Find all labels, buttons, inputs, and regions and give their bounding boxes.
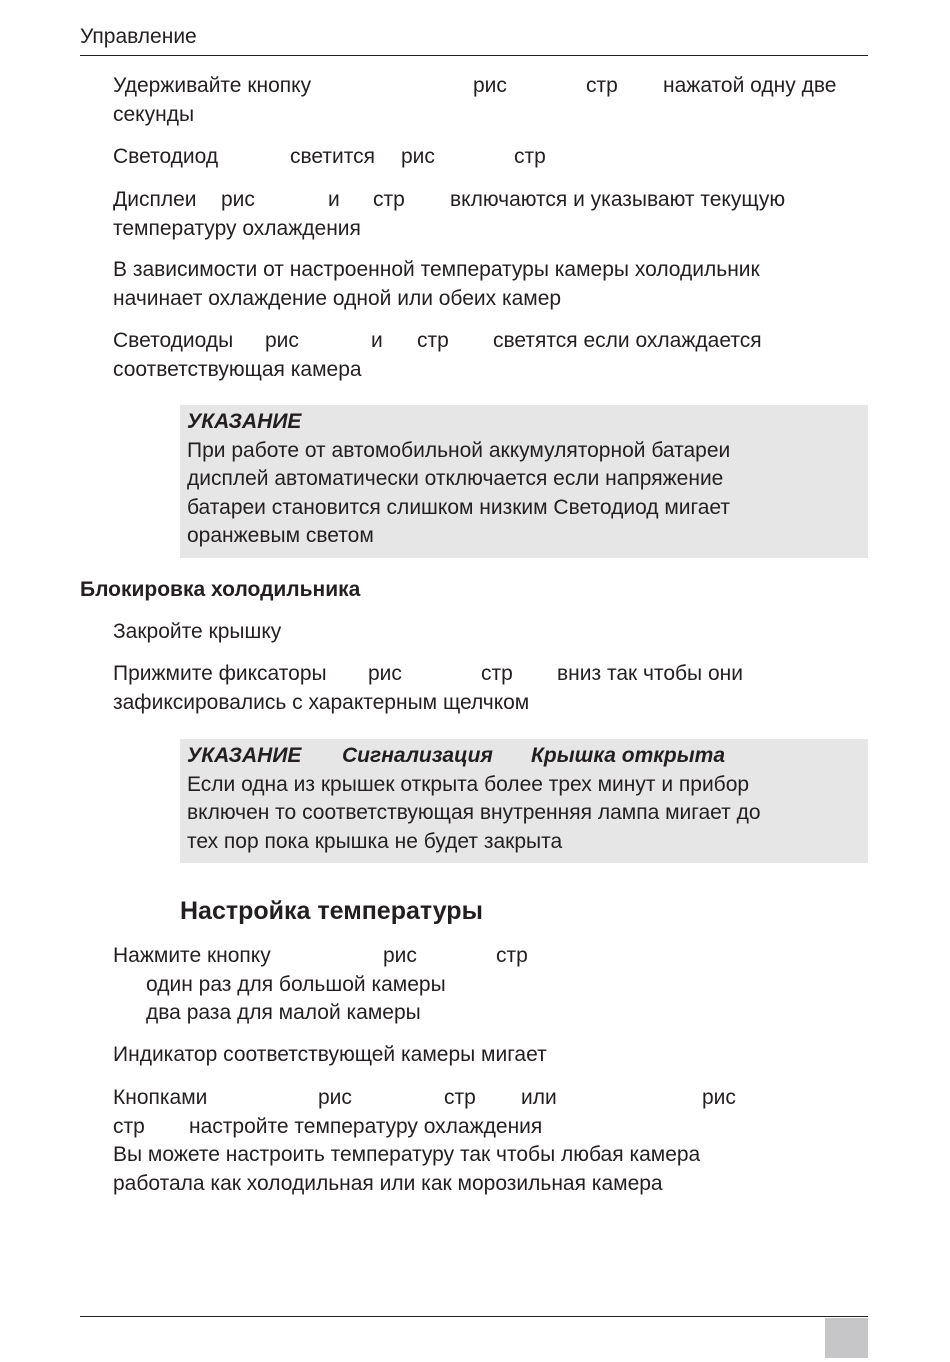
note-title: УКАЗАНИЕ (187, 410, 302, 433)
step-5 (113, 327, 863, 384)
text-segment: стр (444, 1086, 476, 1109)
text-segment: Индикатор соответствующей камеры мигает (113, 1043, 547, 1066)
text-segment: Закройте крышку (113, 620, 282, 643)
text-segment: Прижмите фиксаторы (113, 662, 327, 685)
text-segment: рис (368, 662, 402, 685)
note-line: батареи становится слишком низким Светодиод мигает (187, 495, 731, 519)
text-segment: и (371, 329, 383, 352)
text-segment: рис (318, 1086, 352, 1109)
text-line (113, 285, 863, 314)
text-line (113, 101, 863, 130)
text-segment: стр (113, 1114, 145, 1138)
text-segment: рис (265, 329, 299, 352)
note-line: При работе от автомобильной аккумуляторной батареи (187, 438, 731, 462)
text-segment: светится (290, 145, 376, 168)
text-segment: работала как холодильная или как морозильная камера (113, 1171, 663, 1195)
text-line (113, 618, 863, 647)
text-segment: Вы можете настроить температуру так чтобы любая камера (113, 1143, 701, 1166)
text-line (113, 689, 863, 718)
text-segment: Кнопками (113, 1086, 208, 1109)
text-segment: Нажмите кнопку (113, 944, 271, 967)
text-line (113, 971, 863, 1000)
note-title-part: Крышка открыта (531, 744, 726, 767)
note-box-battery (180, 405, 868, 558)
text-segment: стр (417, 329, 449, 352)
text-line (113, 143, 863, 172)
text-line (113, 999, 863, 1028)
text-segment: один раз для большой камеры (146, 972, 446, 996)
text-segment: включаются и указывают текущую (450, 188, 786, 211)
note-title-lid-alarm (187, 742, 868, 771)
note-line: тех пор пока крышка не будет закрыта (187, 829, 563, 853)
step-3 (113, 186, 863, 243)
text-segment: секунды (113, 102, 195, 126)
text-segment: рис (401, 145, 435, 168)
text-segment: вниз так чтобы они (557, 662, 743, 685)
text-segment: стр (514, 145, 546, 168)
text-segment: Светодиод (113, 145, 219, 168)
text-segment: или (521, 1086, 557, 1109)
text-segment: настройте температуру охлаждения (189, 1114, 543, 1138)
note-line: оранжевым светом (187, 524, 374, 547)
text-line (113, 942, 863, 971)
note-title-part: Сигнализация (342, 744, 493, 767)
step-2 (113, 143, 863, 172)
text-segment: светятся если охлаждается (493, 329, 762, 352)
note-text-lid-alarm (187, 771, 868, 857)
note-line: включен то соответствующая внутренняя лампа мигает до (187, 801, 761, 824)
text-segment: стр (481, 662, 513, 685)
text-segment: и (328, 188, 340, 211)
text-line (113, 256, 863, 285)
text-line (113, 72, 863, 101)
subheading-lock: Блокировка холодильника (80, 578, 361, 601)
text-segment: температуру охлаждения (113, 216, 361, 240)
text-segment: рис (221, 188, 255, 211)
text-segment: Дисплеи (113, 188, 197, 211)
text-segment: нажатой одну две (663, 74, 837, 97)
lock-step-1 (113, 618, 863, 647)
step-4 (113, 256, 863, 313)
text-line (113, 186, 863, 215)
text-segment: рис (383, 944, 417, 967)
page-tab-marker (825, 1318, 868, 1358)
text-segment: Удерживайте кнопку (113, 74, 312, 97)
text-line (113, 1170, 863, 1199)
temp-step-2 (113, 1041, 863, 1070)
text-segment: два раза для малой камеры (146, 1001, 421, 1024)
note-text-battery (187, 437, 868, 551)
lock-step-2 (113, 660, 863, 717)
text-segment: стр (373, 188, 405, 211)
text-segment: соответствующая камера (113, 357, 362, 381)
text-segment: рис (473, 74, 507, 97)
text-line (113, 215, 863, 244)
section-title-temperature: Настройка температуры (180, 897, 483, 925)
header-rule (80, 55, 868, 56)
text-line (113, 327, 863, 356)
note-line: дисплей автоматически отключается если напряжение (187, 467, 724, 490)
page-header-title: Управление (80, 25, 197, 48)
text-line (113, 1113, 863, 1142)
text-segment: В зависимости от настроенной температуры камеры холодильник (113, 258, 760, 281)
text-segment: зафиксировались с характерным щелчком (113, 690, 530, 714)
text-line (113, 1084, 863, 1113)
text-segment: стр (496, 944, 528, 967)
text-line (113, 1141, 863, 1170)
step-1 (113, 72, 863, 129)
text-line (113, 1041, 863, 1070)
text-line (113, 356, 863, 385)
note-box-lid-alarm (180, 739, 868, 863)
text-segment: Светодиоды (113, 329, 234, 352)
temp-step-1 (113, 942, 863, 1028)
footer-rule (80, 1316, 868, 1317)
text-segment: начинает охлаждение одной или обеих камер (113, 286, 562, 310)
note-line: Если одна из крышек открыта более трех минут и прибор (187, 772, 750, 796)
text-segment: стр (586, 74, 618, 97)
text-segment: рис (702, 1086, 736, 1109)
text-line (113, 660, 863, 689)
note-title-part: УКАЗАНИЕ (187, 744, 302, 767)
temp-step-3 (113, 1084, 863, 1198)
